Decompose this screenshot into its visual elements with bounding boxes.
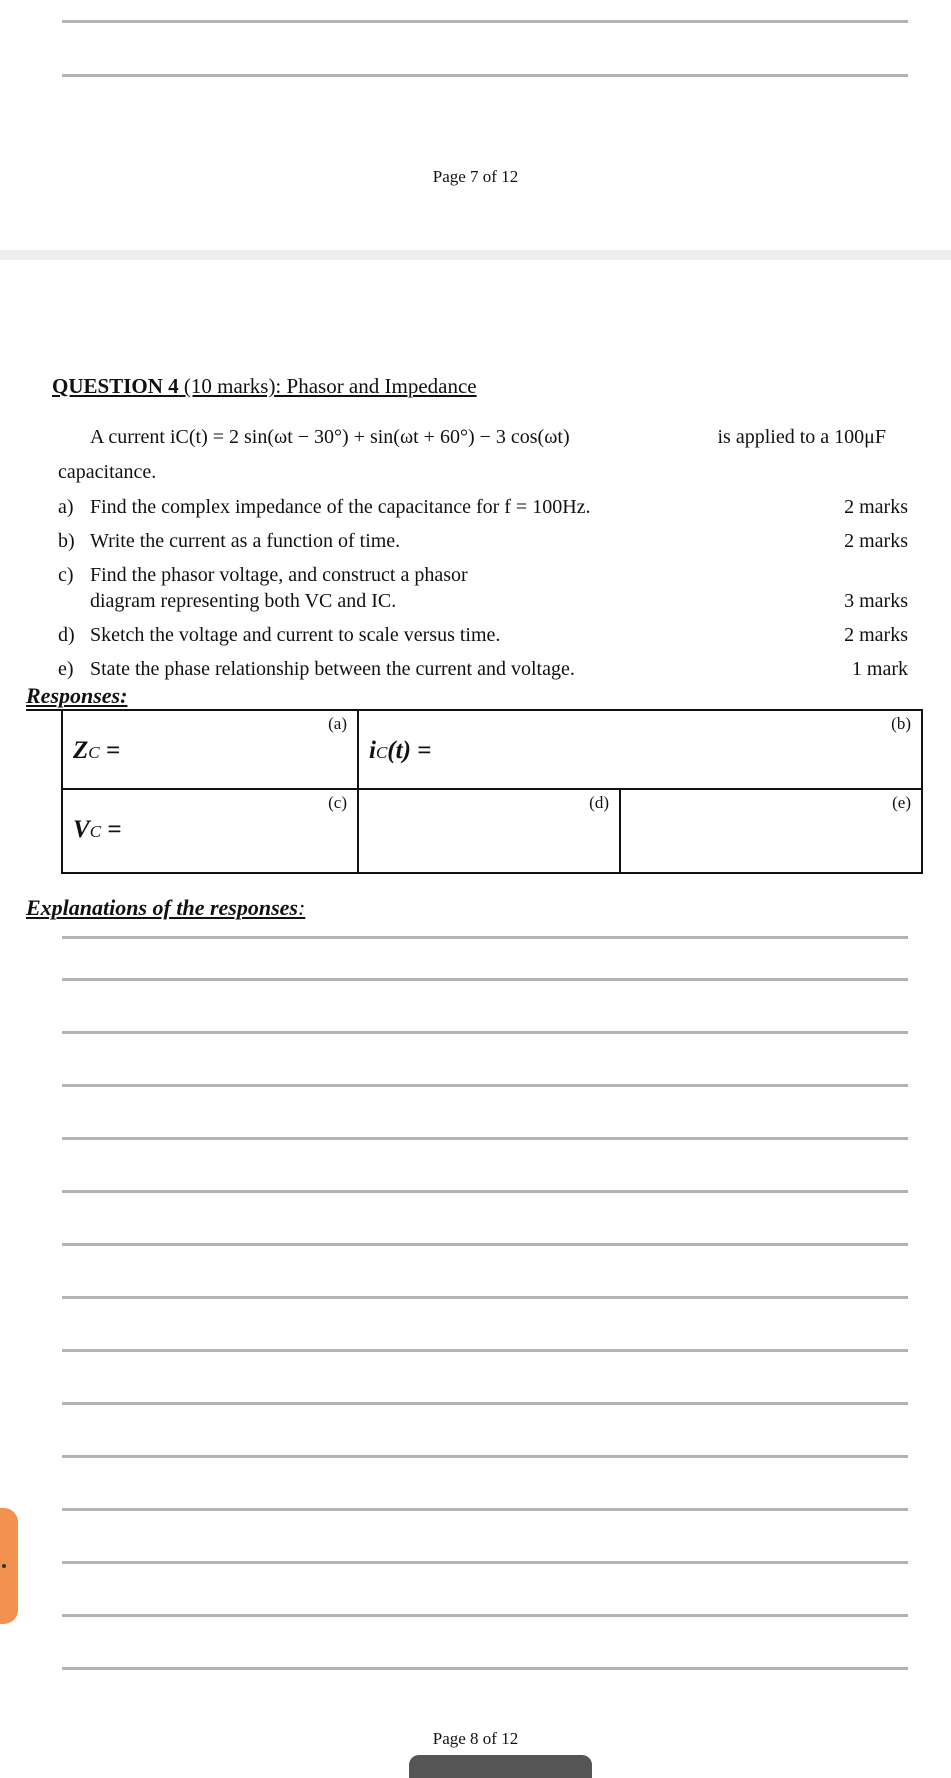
- answer-line[interactable]: [62, 936, 908, 939]
- intro-current-expression: A current iC(t) = 2 sin(ωt − 30°) + sin(ωt + 60°) − 3 cos(ωt): [90, 426, 570, 448]
- page-separator: [0, 250, 951, 260]
- part-text-line2: diagram representing both VC and IC.: [90, 590, 397, 612]
- answer-line: [62, 20, 908, 23]
- intro-continuation: capacitance.: [58, 461, 157, 483]
- question-title-rest: (10 marks): Phasor and Impedance: [178, 374, 477, 398]
- cell-tag: (a): [328, 714, 347, 733]
- question-part-c: [58, 564, 908, 620]
- question-title: [52, 374, 477, 399]
- responses-table: [61, 709, 923, 874]
- response-cell-e[interactable]: [619, 788, 923, 874]
- cell-tag: (d): [589, 793, 609, 812]
- part-marks: 2 marks: [844, 530, 908, 552]
- part-text: Sketch the voltage and current to scale versus time.: [90, 624, 501, 646]
- response-cell-a[interactable]: [61, 709, 359, 790]
- answer-line[interactable]: [62, 1667, 908, 1670]
- explanations-heading: Explanations of the responses:: [26, 895, 306, 920]
- page-number: Page 8 of 12: [432, 1729, 519, 1748]
- answer-line[interactable]: [62, 1614, 908, 1617]
- part-text: State the phase relationship between the current and voltage.: [90, 658, 575, 680]
- part-text: Find the complex impedance of the capacitance for f = 100Hz.: [90, 496, 591, 518]
- bottom-toolbar-handle[interactable]: [409, 1755, 592, 1778]
- part-marks: 2 marks: [844, 496, 908, 518]
- phasor-voltage-label: VC =: [73, 816, 122, 843]
- part-marks: 1 mark: [851, 658, 908, 680]
- part-label: b): [58, 530, 75, 552]
- question-intro: [90, 426, 886, 449]
- part-text-line1: Find the phasor voltage, and construct a phasor: [90, 564, 468, 586]
- current-function-label: iC(t) =: [369, 737, 432, 764]
- cell-tag: (e): [892, 793, 911, 812]
- answer-line[interactable]: [62, 1137, 908, 1140]
- responses-heading: Responses:: [26, 683, 128, 708]
- page-number: Page 7 of 12: [432, 167, 519, 186]
- answer-line[interactable]: [62, 1031, 908, 1034]
- part-label: a): [58, 496, 74, 518]
- part-marks: 3 marks: [844, 590, 908, 612]
- part-marks: 2 marks: [844, 624, 908, 646]
- answer-line[interactable]: [62, 1190, 908, 1193]
- answer-line[interactable]: [62, 1084, 908, 1087]
- answer-line: [62, 74, 908, 77]
- answer-line[interactable]: [62, 1508, 908, 1511]
- part-label: e): [58, 658, 74, 680]
- drawer-handle-icon: [2, 1564, 6, 1568]
- response-cell-c[interactable]: [61, 788, 359, 874]
- response-cell-d[interactable]: [357, 788, 621, 874]
- intro-applied-text: is applied to a 100μF: [717, 426, 886, 448]
- answer-line[interactable]: [62, 1243, 908, 1246]
- answer-line[interactable]: [62, 1296, 908, 1299]
- answer-line[interactable]: [62, 978, 908, 981]
- side-drawer-tab[interactable]: [0, 1508, 18, 1624]
- part-label: c): [58, 564, 74, 586]
- answer-line[interactable]: [62, 1349, 908, 1352]
- impedance-label: ZC =: [73, 737, 121, 764]
- question-number: QUESTION 4: [52, 374, 179, 398]
- answer-line[interactable]: [62, 1561, 908, 1564]
- response-cell-b[interactable]: [357, 709, 923, 790]
- part-text: Write the current as a function of time.: [90, 530, 401, 552]
- part-label: d): [58, 624, 75, 646]
- answer-line[interactable]: [62, 1455, 908, 1458]
- cell-tag: (c): [328, 793, 347, 812]
- answer-line[interactable]: [62, 1402, 908, 1405]
- cell-tag: (b): [891, 714, 911, 733]
